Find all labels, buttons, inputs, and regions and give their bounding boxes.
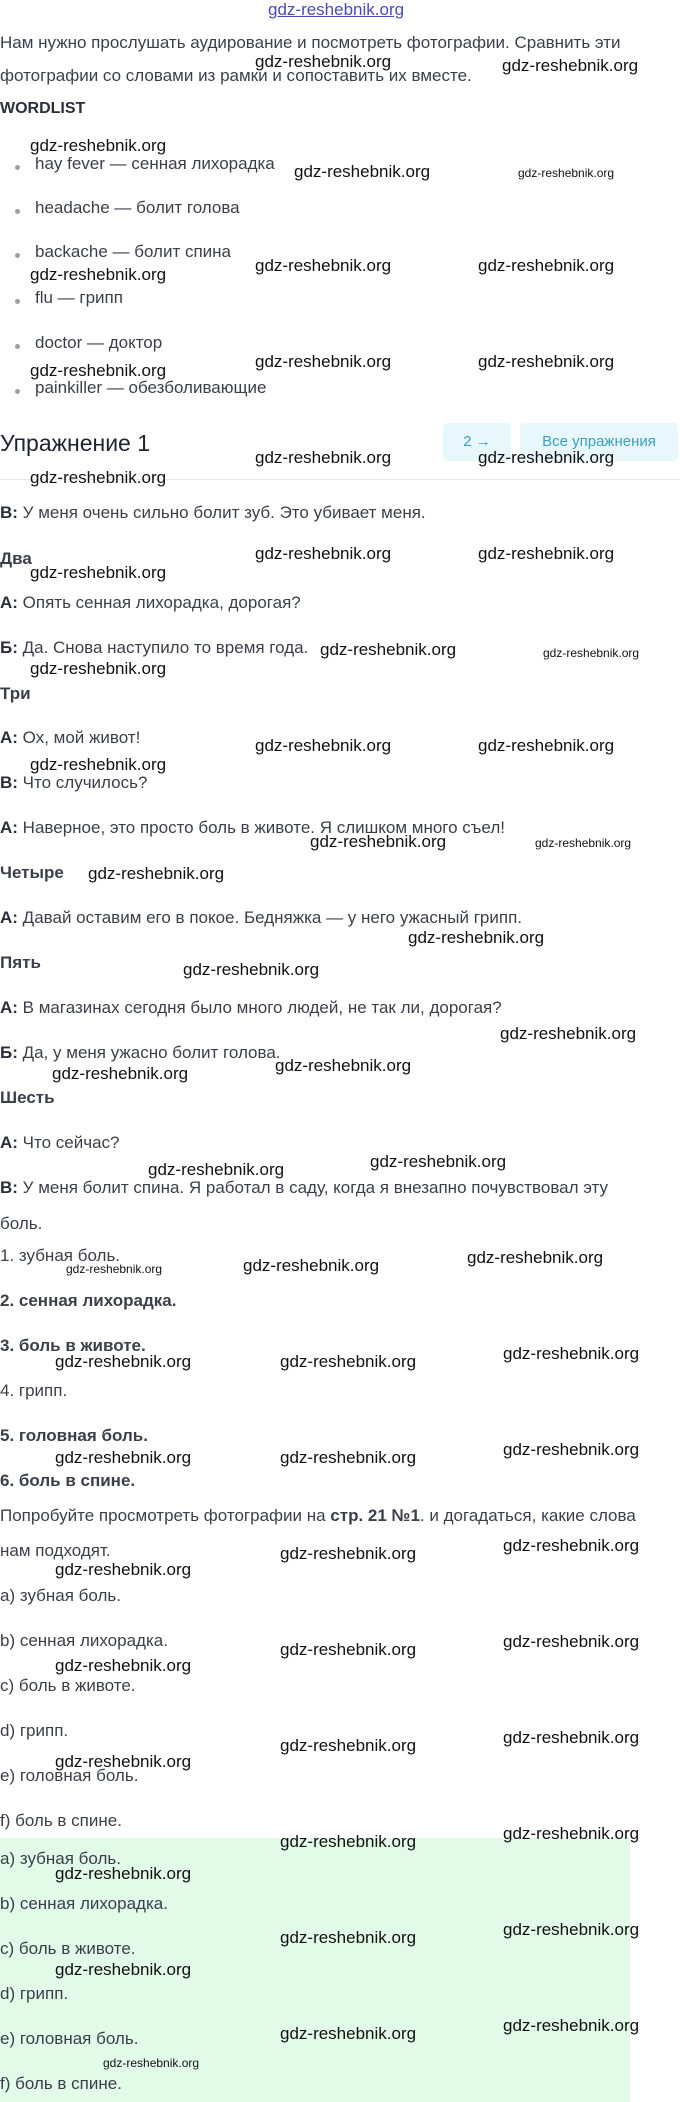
watermark: gdz-reshebnik.org bbox=[408, 928, 545, 947]
bullet-icon bbox=[15, 299, 20, 304]
watermark: gdz-reshebnik.org bbox=[503, 1920, 640, 1939]
wordlist-item: doctor — доктор bbox=[35, 333, 163, 352]
answer-item: 3. боль в животе. bbox=[0, 1336, 146, 1355]
watermark: gdz-reshebnik.org bbox=[467, 1248, 604, 1267]
watermark: gdz-reshebnik.org bbox=[503, 1344, 640, 1363]
watermark: gdz-reshebnik.org bbox=[30, 755, 167, 774]
watermark: gdz-reshebnik.org bbox=[518, 166, 615, 180]
watermark: gdz-reshebnik.org bbox=[503, 1536, 640, 1555]
wordlist-item: flu — грипп bbox=[35, 288, 123, 307]
option-item: e) головная боль. bbox=[0, 1766, 139, 1785]
exercise-title: Упражнение 1 bbox=[0, 430, 151, 456]
watermark: gdz-reshebnik.org bbox=[183, 960, 320, 979]
dialogue-line: A: Что сейчас? bbox=[0, 1133, 120, 1152]
watermark: gdz-reshebnik.org bbox=[280, 1448, 417, 1467]
dialogue-line: A: В магазинах сегодня было много людей, не так ли, дорогая? bbox=[0, 998, 502, 1017]
bullet-icon bbox=[15, 253, 20, 258]
dialogue-line: A: Давай оставим его в покое. Бедняжка — у него ужасный грипп. bbox=[0, 908, 522, 927]
section-heading: Четыре bbox=[0, 863, 64, 882]
dialogue-line-cont: боль. bbox=[0, 1214, 43, 1233]
dialogue-line: Б: Да. Снова наступило то время года. bbox=[0, 638, 309, 657]
dialogue-line: B: Что случилось? bbox=[0, 773, 148, 792]
watermark: gdz-reshebnik.org bbox=[55, 1352, 192, 1371]
watermark: gdz-reshebnik.org bbox=[55, 1752, 192, 1771]
watermark: gdz-reshebnik.org bbox=[243, 1256, 380, 1275]
answer-item: 5. головная боль. bbox=[0, 1426, 148, 1445]
option-item: d) грипп. bbox=[0, 1721, 69, 1740]
intro-text-line-2: фотографии со словами из рамки и сопоставить их вместе. bbox=[0, 66, 472, 85]
watermark: gdz-reshebnik.org bbox=[280, 1544, 417, 1563]
watermark: gdz-reshebnik.org bbox=[148, 1160, 285, 1179]
watermark: gdz-reshebnik.org bbox=[500, 1024, 637, 1043]
dialogue-line: A: Наверное, это просто боль в животе. Я слишком много съел! bbox=[0, 818, 505, 837]
watermark: gdz-reshebnik.org bbox=[30, 265, 167, 284]
wordlist-item: backache — болит спина bbox=[35, 242, 232, 261]
dialogue-line: A: Опять сенная лихорадка, дорогая? bbox=[0, 593, 301, 612]
watermark: gdz-reshebnik.org bbox=[294, 162, 431, 181]
watermark: gdz-reshebnik.org bbox=[478, 736, 615, 755]
watermark: gdz-reshebnik.org bbox=[30, 563, 167, 582]
watermark: gdz-reshebnik.org bbox=[55, 1960, 192, 1979]
dialogue-line: Б: Да, у меня ужасно болит голова. bbox=[0, 1043, 281, 1062]
all-exercises-button[interactable]: Все упражнения bbox=[520, 423, 678, 461]
task-text-cont: нам подходят. bbox=[0, 1541, 111, 1560]
watermark: gdz-reshebnik.org bbox=[503, 1728, 640, 1747]
option-item: f) боль в спине. bbox=[0, 1811, 122, 1830]
dialogue-line: B: У меня болит спина. Я работал в саду, когда я внезапно почувствовал эту bbox=[0, 1178, 609, 1197]
wordlist-item: hay fever — сенная лихорадка bbox=[35, 154, 275, 173]
watermark: gdz-reshebnik.org bbox=[30, 361, 167, 380]
highlighted-answer: f) боль в спине. bbox=[0, 2074, 122, 2093]
watermark: gdz-reshebnik.org bbox=[103, 2056, 200, 2070]
watermark: gdz-reshebnik.org bbox=[88, 864, 225, 883]
watermark: gdz-reshebnik.org bbox=[255, 256, 392, 275]
watermark: gdz-reshebnik.org bbox=[478, 544, 615, 563]
watermark: gdz-reshebnik.org bbox=[55, 1448, 192, 1467]
watermark: gdz-reshebnik.org bbox=[255, 544, 392, 563]
watermark: gdz-reshebnik.org bbox=[255, 352, 392, 371]
task-text: Попробуйте просмотреть фотографии на стр. 21 №1. и догадаться, какие слова bbox=[0, 1506, 636, 1525]
watermark: gdz-reshebnik.org bbox=[543, 646, 640, 660]
watermark: gdz-reshebnik.org bbox=[320, 640, 457, 659]
option-item: a) зубная боль. bbox=[0, 1586, 121, 1605]
watermark: gdz-reshebnik.org bbox=[55, 1560, 192, 1579]
watermark: gdz-reshebnik.org bbox=[478, 256, 615, 275]
watermark: gdz-reshebnik.org bbox=[503, 1824, 640, 1843]
watermark: gdz-reshebnik.org bbox=[280, 1928, 417, 1947]
bullet-icon bbox=[15, 389, 20, 394]
watermark: gdz-reshebnik.org bbox=[30, 468, 167, 487]
watermark: gdz-reshebnik.org bbox=[280, 1736, 417, 1755]
watermark: gdz-reshebnik.org bbox=[503, 1440, 640, 1459]
wordlist-item: headache — болит голова bbox=[35, 198, 240, 217]
intro-text-line-1: Нам нужно прослушать аудирование и посмотреть фотографии. Сравнить эти bbox=[0, 33, 621, 52]
wordlist-item: painkiller — обезболивающие bbox=[35, 378, 267, 397]
watermark: gdz-reshebnik.org bbox=[30, 136, 167, 155]
option-item: c) боль в животе. bbox=[0, 1676, 136, 1695]
answer-item: 6. боль в спине. bbox=[0, 1471, 136, 1490]
watermark: gdz-reshebnik.org bbox=[30, 659, 167, 678]
highlighted-answer: a) зубная боль. bbox=[0, 1849, 121, 1868]
watermark: gdz-reshebnik.org bbox=[280, 2024, 417, 2043]
watermark: gdz-reshebnik.org bbox=[255, 52, 392, 71]
option-item: b) сенная лихорадка. bbox=[0, 1631, 168, 1650]
watermark: gdz-reshebnik.org bbox=[55, 1864, 192, 1883]
watermark: gdz-reshebnik.org bbox=[66, 1262, 163, 1276]
watermark: gdz-reshebnik.org bbox=[370, 1152, 507, 1171]
bullet-icon bbox=[15, 344, 20, 349]
highlighted-answer: d) грипп. bbox=[0, 1984, 69, 2003]
watermark: gdz-reshebnik.org bbox=[502, 56, 639, 75]
section-heading: Пять bbox=[0, 953, 41, 972]
answer-item: 4. грипп. bbox=[0, 1381, 68, 1400]
section-heading: Три bbox=[0, 684, 31, 703]
watermark: gdz-reshebnik.org bbox=[478, 352, 615, 371]
watermark: gdz-reshebnik.org bbox=[535, 836, 632, 850]
watermark: gdz-reshebnik.org bbox=[275, 1056, 412, 1075]
section-heading: Шесть bbox=[0, 1088, 55, 1107]
watermark: gdz-reshebnik.org bbox=[55, 1656, 192, 1675]
highlighted-answer: c) боль в животе. bbox=[0, 1939, 136, 1958]
answer-item: 1. зубная боль. bbox=[0, 1246, 121, 1265]
highlighted-answer: b) сенная лихорадка. bbox=[0, 1894, 168, 1913]
dialogue-line: A: Ох, мой живот! bbox=[0, 728, 141, 747]
bullet-icon bbox=[15, 165, 20, 170]
watermark: gdz-reshebnik.org bbox=[255, 448, 392, 467]
watermark: gdz-reshebnik.org bbox=[280, 1352, 417, 1371]
watermark: gdz-reshebnik.org bbox=[503, 2016, 640, 2035]
wordlist-title: WORDLIST bbox=[0, 100, 86, 117]
watermark: gdz-reshebnik.org bbox=[310, 832, 447, 851]
watermark: gdz-reshebnik.org bbox=[478, 448, 615, 467]
watermark: gdz-reshebnik.org bbox=[280, 1640, 417, 1659]
watermark: gdz-reshebnik.org bbox=[255, 736, 392, 755]
bullet-icon bbox=[15, 209, 20, 214]
answer-item: 2. сенная лихорадка. bbox=[0, 1291, 177, 1310]
next-exercise-button[interactable]: 2 → bbox=[443, 423, 511, 461]
site-watermark-link[interactable]: gdz-reshebnik.org bbox=[268, 0, 405, 19]
highlighted-answer: e) головная боль. bbox=[0, 2029, 139, 2048]
section-heading: Два bbox=[0, 549, 32, 568]
watermark: gdz-reshebnik.org bbox=[52, 1064, 189, 1083]
dialogue-line: B: У меня очень сильно болит зуб. Это убивает меня. bbox=[0, 503, 426, 522]
watermark: gdz-reshebnik.org bbox=[280, 1832, 417, 1851]
watermark: gdz-reshebnik.org bbox=[503, 1632, 640, 1651]
